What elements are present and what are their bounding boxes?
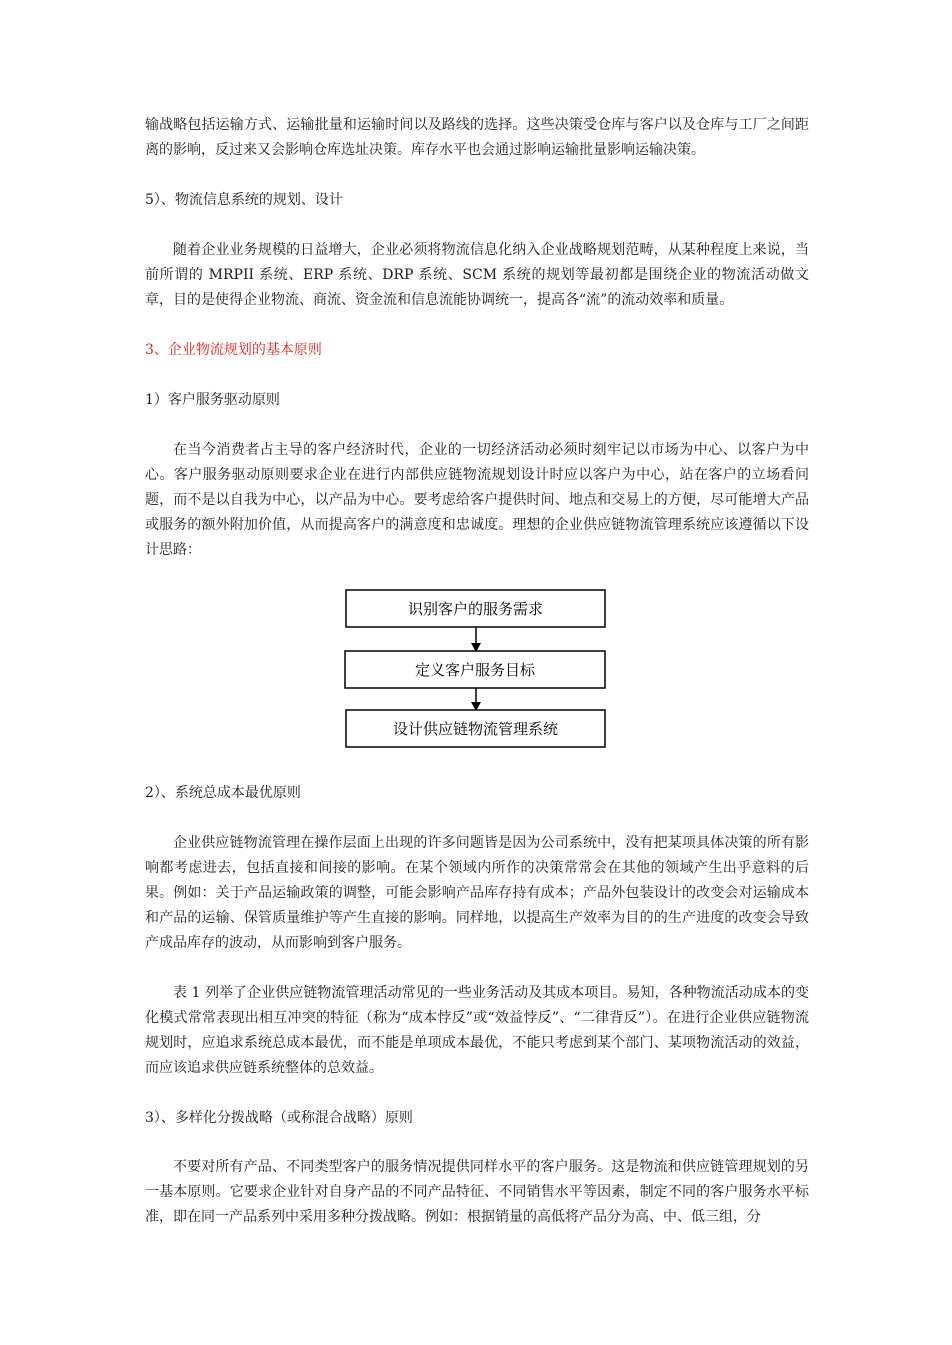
subheading-text: 3）、多样化分拨战略（或称混合战略）原则 <box>145 1110 413 1126</box>
paragraph-text: 企业供应链物流管理在操作层面上出现的许多问题皆是因为公司系统中，没有把某项具体决策的所有影响都考虑进去，包括直接和间接的影响。在某个领域内所作的决策常常会在其他的领域产生出乎意料的后果。例如：关于产品运输政策的调整，可能会影响产品库存持有成本；产品外包装设计的改变会对运输成本和产品的运输、保管质量维护等产生直接的影响。同样地，以提高生产效率为目的的生产进度的改变会导致产成品库存的波动，从而影响到客户服务。 <box>145 835 809 951</box>
paragraph-text: 随着企业业务规模的日益增大，企业必须将物流信息化纳入企业战略规划范畴，从某种程度上来说，当前所谓的 MRPII 系统、ERP 系统、DRP 系统、SCM 系统的规划等最初都是围绕企业的物流活动做文章，目的是使得企业物流、商流、资金流和信息流能协调统一，提高各“流”的流动效率和质量。 <box>145 242 809 308</box>
paragraph-text: 输战略包括运输方式、运输批量和运输时间以及路线的选择。这些决策受仓库与客户以及仓库与工厂之间距离的影响，反过来又会影响仓库选址决策。库存水平也会通过影响运输批量影响运输决策。 <box>145 117 809 158</box>
paragraph-text: 表 1 列举了企业供应链物流管理活动常见的一些业务活动及其成本项目。易知，各种物流活动成本的变化模式常常表现出相互冲突的特征（称为“成本悖反”或“效益悖反”、“二律背反”）。在进行企业供应链物流规划时，应追求系统总成本最优，而不能是单项成本最优，不能只考虑到某个部门、某项物流活动的效益，而应该追求供应链系统整体的总效益。 <box>145 985 809 1076</box>
section-heading: 3、企业物流规划的基本原则 <box>145 342 322 358</box>
subheading-text: 2）、系统总成本最优原则 <box>145 785 301 801</box>
paragraph-total-cost <box>145 831 809 956</box>
heading-text: 5）、物流信息系统的规划、设计 <box>145 192 343 208</box>
flow-step-3-label: 设计供应链物流管理系统 <box>392 720 559 738</box>
flow-step-2-label: 定义客户服务目标 <box>414 661 536 679</box>
subheading-text: 1）客户服务驱动原则 <box>145 392 280 408</box>
heading-mixed-strategy <box>145 1106 809 1131</box>
paragraph-text: 不要对所有产品、不同类型客户的服务情况提供同样水平的客户服务。这是物流和供应链管理规划的另一基本原则。它要求企业针对自身产品的不同产品特征、不同销售水平等因素，制定不同的客户服务水平标准，即在同一产品系列中采用多种分拨战略。例如：根据销量的高低将产品分为高、中、低三组，分 <box>145 1159 809 1225</box>
paragraph-mixed-strategy <box>145 1155 809 1230</box>
flow-step-1-label: 识别客户的服务需求 <box>407 600 544 618</box>
heading-total-cost <box>145 781 809 806</box>
paragraph-cost-table <box>145 981 809 1081</box>
paragraph-text: 在当今消费者占主导的客户经济时代，企业的一切经济活动必须时刻牢记以市场为中心、以客户为中心。客户服务驱动原则要求企业在进行内部供应链物流规划设计时应以客户为中心，站在客户的立场看问题，而不是以自我为中心，以产品为中心。要考虑给客户提供时间、地点和交易上的方便，尽可能增大产品或服务的额外附加价值，从而提高客户的满意度和忠诚度。理想的企业供应链物流管理系统应该遵循以下设计思路： <box>145 442 809 558</box>
